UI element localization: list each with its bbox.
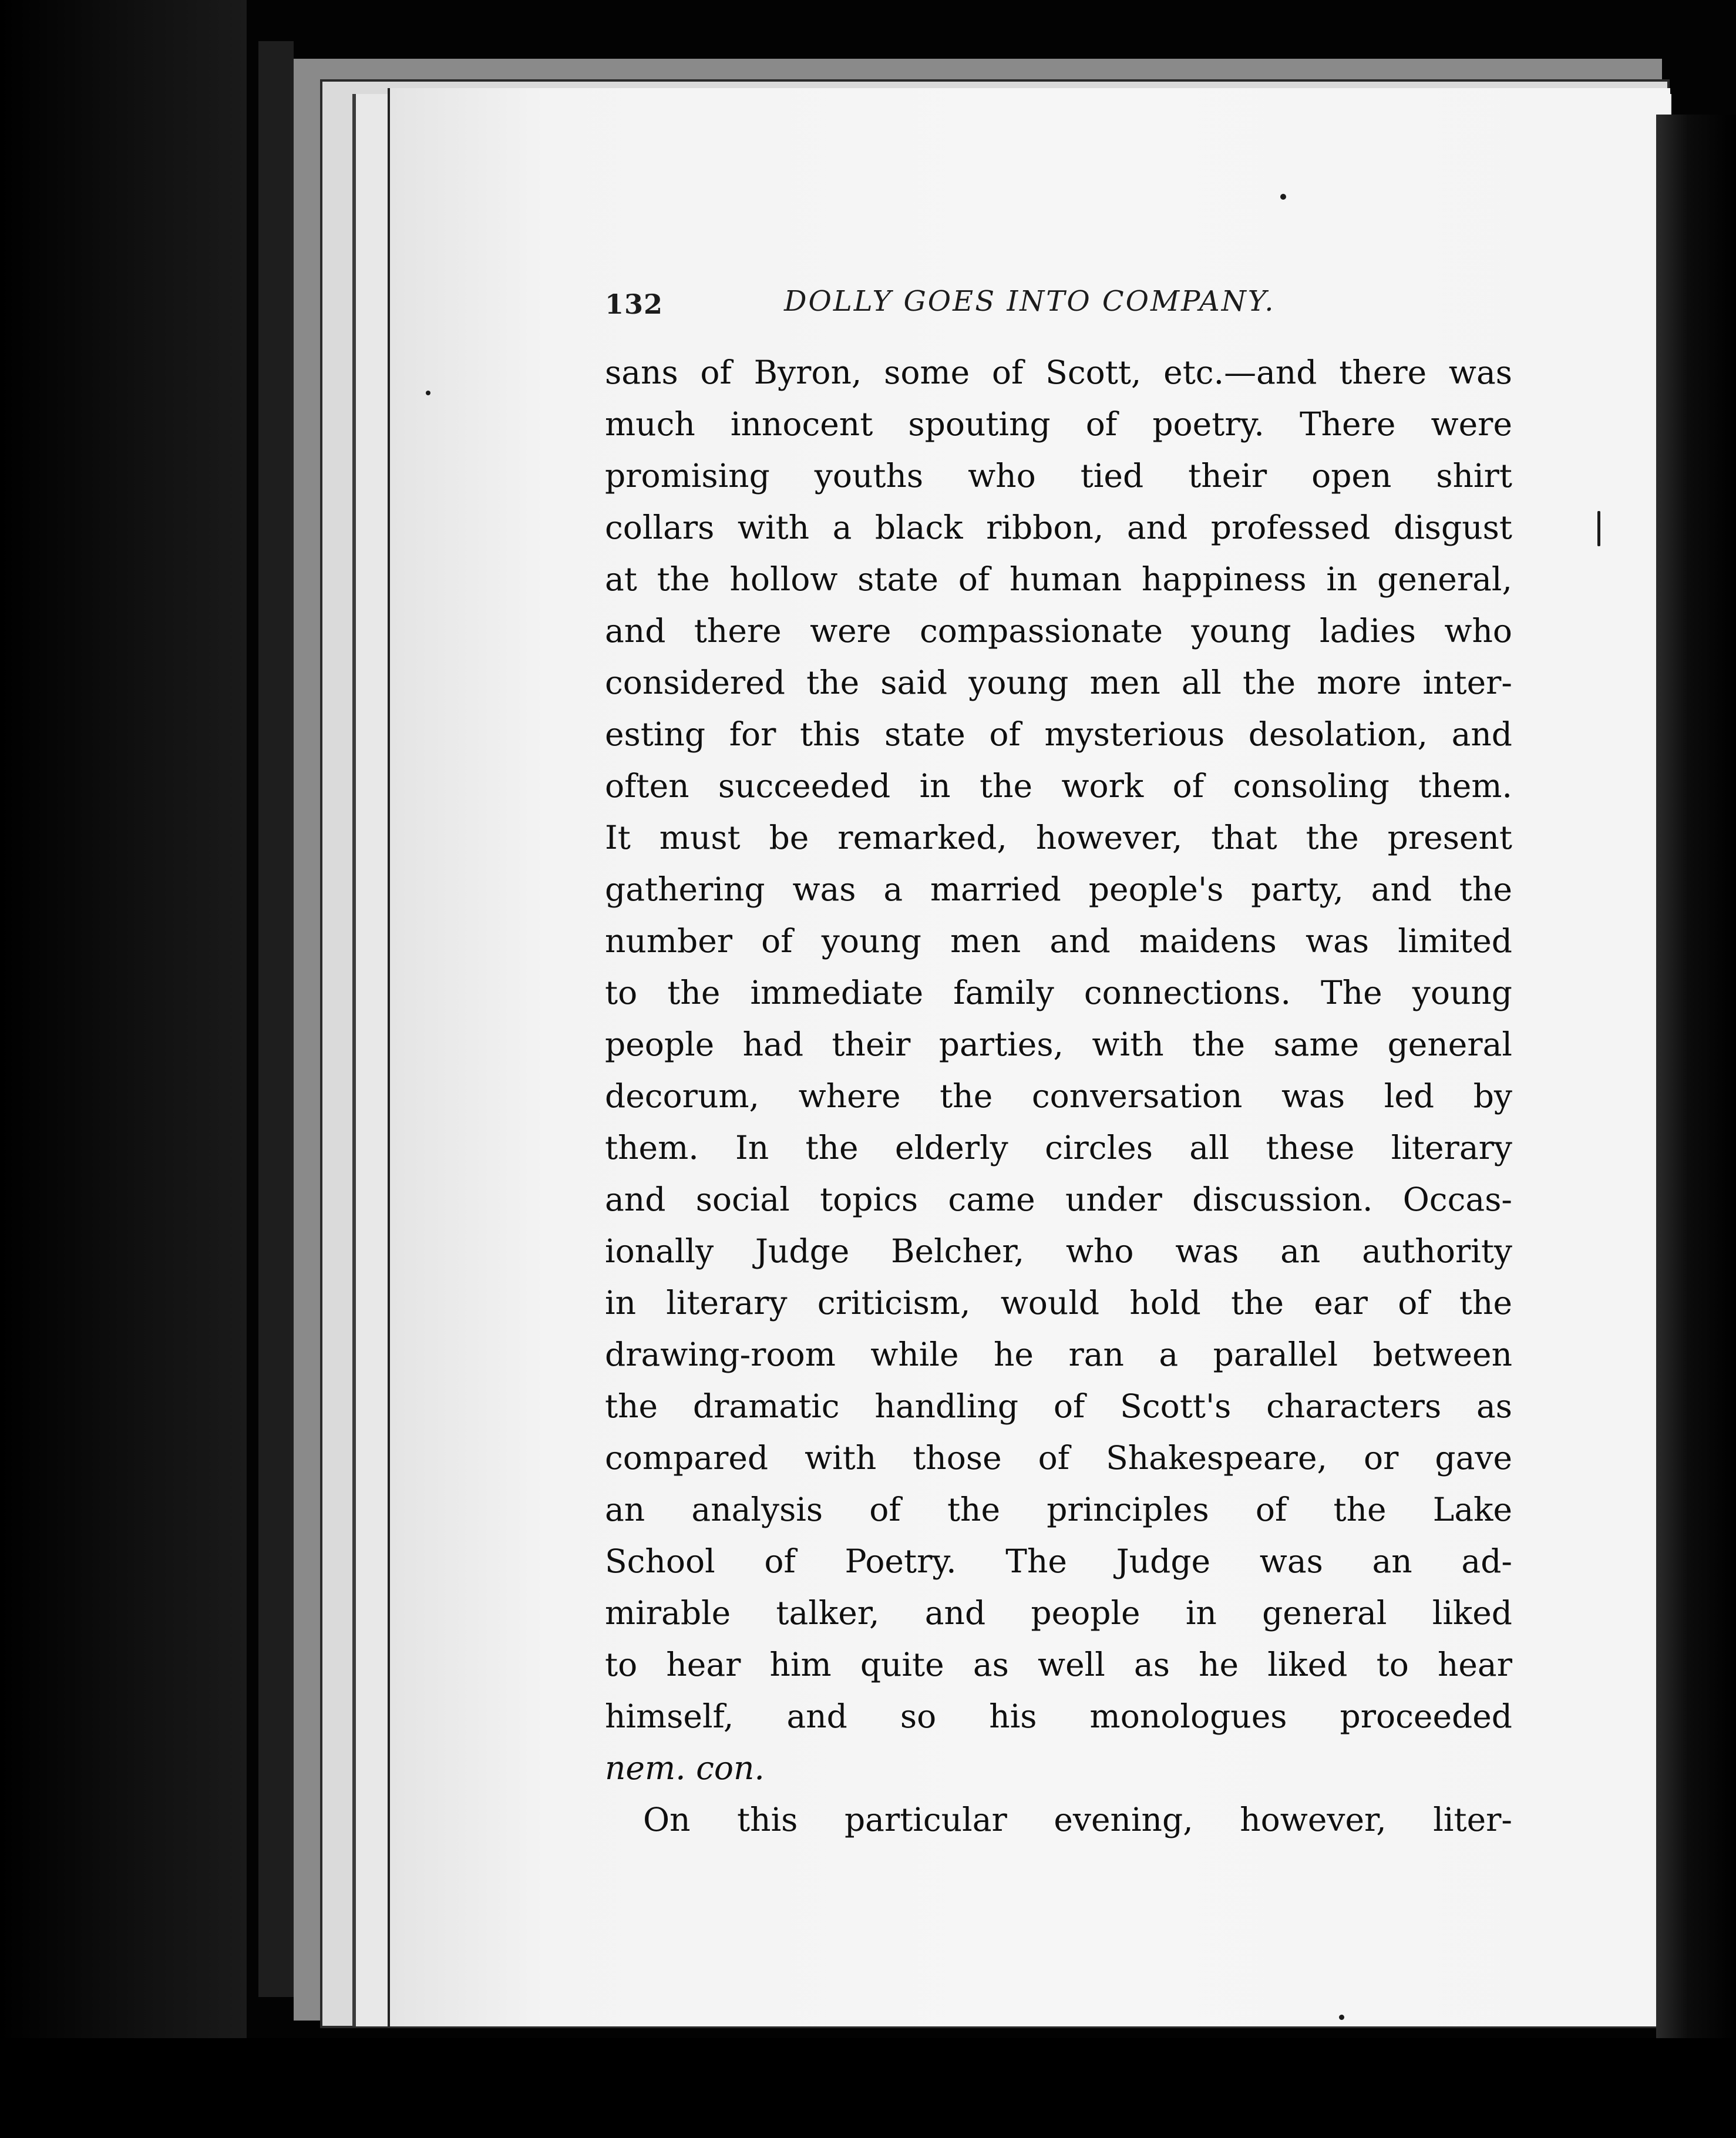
body-text bbox=[605, 347, 1512, 1845]
text-line: decorum, where the conversation was led by bbox=[605, 1077, 1512, 1115]
text-line: considered the said young men all the more inter- bbox=[605, 664, 1512, 701]
text-line: the dramatic handling of Scott's characters as bbox=[605, 1387, 1512, 1425]
text-line: them. In the elderly circles all these literary bbox=[605, 1129, 1512, 1167]
paragraph-start-line: On this particular evening, however, liter- bbox=[643, 1801, 1512, 1838]
dust-speck bbox=[1280, 194, 1286, 200]
text-line: number of young men and maidens was limited bbox=[605, 922, 1512, 960]
text-line: School of Poetry. The Judge was an ad- bbox=[605, 1542, 1512, 1580]
binding-shadow bbox=[0, 0, 247, 2138]
dust-speck bbox=[1597, 511, 1600, 546]
text-line: compared with those of Shakespeare, or gave bbox=[605, 1439, 1512, 1477]
text-line: and there were compassionate young ladies who bbox=[605, 612, 1512, 650]
text-line: gathering was a married people's party, and the bbox=[605, 870, 1512, 908]
text-line: sans of Byron, some of Scott, etc.—and there was bbox=[605, 354, 1512, 391]
text-line: drawing-room while he ran a parallel between bbox=[605, 1336, 1512, 1373]
dust-speck bbox=[426, 391, 430, 395]
text-line: people had their parties, with the same general bbox=[605, 1026, 1512, 1063]
text-line: himself, and so his monologues proceeded bbox=[605, 1697, 1512, 1735]
page-number: 132 bbox=[605, 288, 664, 320]
book-cover-edge bbox=[258, 41, 294, 1997]
text-line: much innocent spouting of poetry. There were bbox=[605, 405, 1512, 443]
text-line: ionally Judge Belcher, who was an authority bbox=[605, 1232, 1512, 1270]
bottom-shadow bbox=[0, 2038, 1736, 2138]
text-line: promising youths who tied their open shirt bbox=[605, 457, 1512, 495]
text-line: and social topics came under discussion. Occas- bbox=[605, 1181, 1512, 1218]
dust-speck bbox=[1339, 2015, 1344, 2020]
text-line: in literary criticism, would hold the ear of the bbox=[605, 1284, 1512, 1322]
text-line: to the immediate family connections. The young bbox=[605, 974, 1512, 1011]
text-line: esting for this state of mysterious desolation, and bbox=[605, 715, 1512, 753]
text-line: to hear him quite as well as he liked to hear bbox=[605, 1646, 1512, 1683]
text-line: mirable talker, and people in general liked bbox=[605, 1594, 1512, 1632]
text-line: It must be remarked, however, that the present bbox=[605, 819, 1512, 856]
text-line-italic: nem. con. bbox=[605, 1749, 765, 1787]
text-line: at the hollow state of human happiness in general, bbox=[605, 560, 1512, 598]
running-head bbox=[605, 285, 1333, 332]
text-line: collars with a black ribbon, and professed disgust bbox=[605, 509, 1512, 546]
right-page-edge-shadow bbox=[1656, 115, 1736, 2041]
text-line: often succeeded in the work of consoling them. bbox=[605, 767, 1512, 805]
text-line: an analysis of the principles of the Lake bbox=[605, 1491, 1512, 1528]
running-title: DOLLY GOES INTO COMPANY. bbox=[784, 285, 1276, 318]
